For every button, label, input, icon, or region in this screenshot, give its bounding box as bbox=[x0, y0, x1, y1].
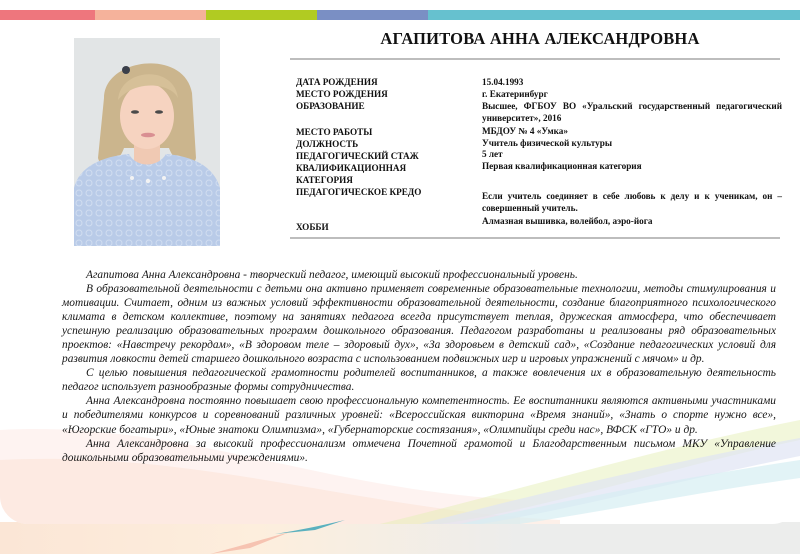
stripe-segment-blue bbox=[317, 10, 428, 20]
info-value: 5 лет bbox=[482, 149, 503, 159]
biography-paragraph: С целью повышения педагогической грамотности родителей воспитанников, а также вовлечения их в образовательную деятельность педагог использует разнообразные формы сотрудничества. bbox=[62, 367, 776, 394]
stripe-segment-green bbox=[206, 10, 317, 20]
info-value: Если учитель соединяет в себе любовь к делу и к ученикам, он – совершенный учитель. bbox=[482, 191, 782, 213]
biography-paragraph: Анна Александровна постоянно повышает свою профессиональную компетентность. Ее воспитанники являются активными участниками и победителями конкурсов и соревнований различных уровней: «Всероссийская викторина «Время знаний», «Знать о спорте нужно все», «Югорские богатыри», «Юные знатоки Олимпизма», «Губернаторские состязания», «Олимпийцы среди нас», ВФСК «ГТО» и др. bbox=[62, 395, 776, 436]
info-label: ПЕДАГОГИЧЕСКИЙ СТАЖ bbox=[296, 151, 419, 161]
info-label: ХОББИ bbox=[296, 222, 329, 232]
portrait-photo bbox=[74, 38, 220, 246]
info-label: ОБРАЗОВАНИЕ bbox=[296, 101, 365, 111]
title-divider bbox=[290, 58, 780, 60]
info-value: 15.04.1993 bbox=[482, 77, 524, 87]
stripe-segment-red bbox=[0, 10, 95, 20]
info-value: Высшее, ФГБОУ ВО «Уральский государственный педагогический университет», 2016 bbox=[482, 101, 782, 123]
info-divider bbox=[290, 237, 780, 239]
info-label: МЕСТО РОЖДЕНИЯ bbox=[296, 89, 388, 99]
biography-paragraph: В образовательной деятельности с детьми она активно применяет современные образовательные технологии, методы стимулирования и мотивации. Считает, одним из важных условий эффективности образовательной деятельности, создание благоприятного психологического климата в детском коллективе, поэтому на занятиях педагога всегда присутствует теплая, дружеская атмосфера, что обеспечивает успешную реализацию образовательных программ дошкольного образования. Педагогом разработаны и реализованы ряд образовательных проектов: «Навстречу рекордам», «В здоровом теле – здоровый дух», «За здоровьем в детский сад», «Создание педагогических условий для развития ловкости детей старшего дошкольного возраста с использованием подвижных игр и игровых упражнений с мячом» и др. bbox=[62, 283, 776, 366]
stripe-segment-teal bbox=[428, 10, 800, 20]
info-value: МБДОУ № 4 «Умка» bbox=[482, 126, 568, 136]
biography-paragraph: Анна Александровна за высокий профессионализм отмечена Почетной грамотой и Благодарственным письмом МКУ «Управление дошкольными образовательными учреждениями». bbox=[62, 437, 776, 464]
info-label: ПЕДАГОГИЧЕСКОЕ КРЕДО bbox=[296, 187, 422, 197]
info-label: КВАЛИФИКАЦИОННАЯ КАТЕГОРИЯ bbox=[296, 163, 407, 185]
info-value: г. Екатеринбург bbox=[482, 89, 548, 99]
biography-text bbox=[62, 268, 776, 465]
info-label: ДАТА РОЖДЕНИЯ bbox=[296, 77, 378, 87]
portrait-illustration bbox=[74, 38, 220, 246]
info-value: Первая квалификационная категория bbox=[482, 161, 642, 171]
info-label: ДОЛЖНОСТЬ bbox=[296, 139, 359, 149]
info-label: МЕСТО РАБОТЫ bbox=[296, 127, 373, 137]
top-color-stripe bbox=[0, 10, 800, 20]
page-title: АГАПИТОВА АННА АЛЕКСАНДРОВНА bbox=[380, 29, 700, 48]
biography-paragraph: Агапитова Анна Александровна - творческий педагог, имеющий высокий профессиональный уровень. bbox=[86, 269, 578, 281]
info-value: Алмазная вышивка, волейбол, аэро-йога bbox=[482, 216, 653, 226]
stripe-segment-peach bbox=[95, 10, 206, 20]
footer-accent-streaks bbox=[0, 480, 800, 554]
info-value: Учитель физической культуры bbox=[482, 138, 613, 148]
